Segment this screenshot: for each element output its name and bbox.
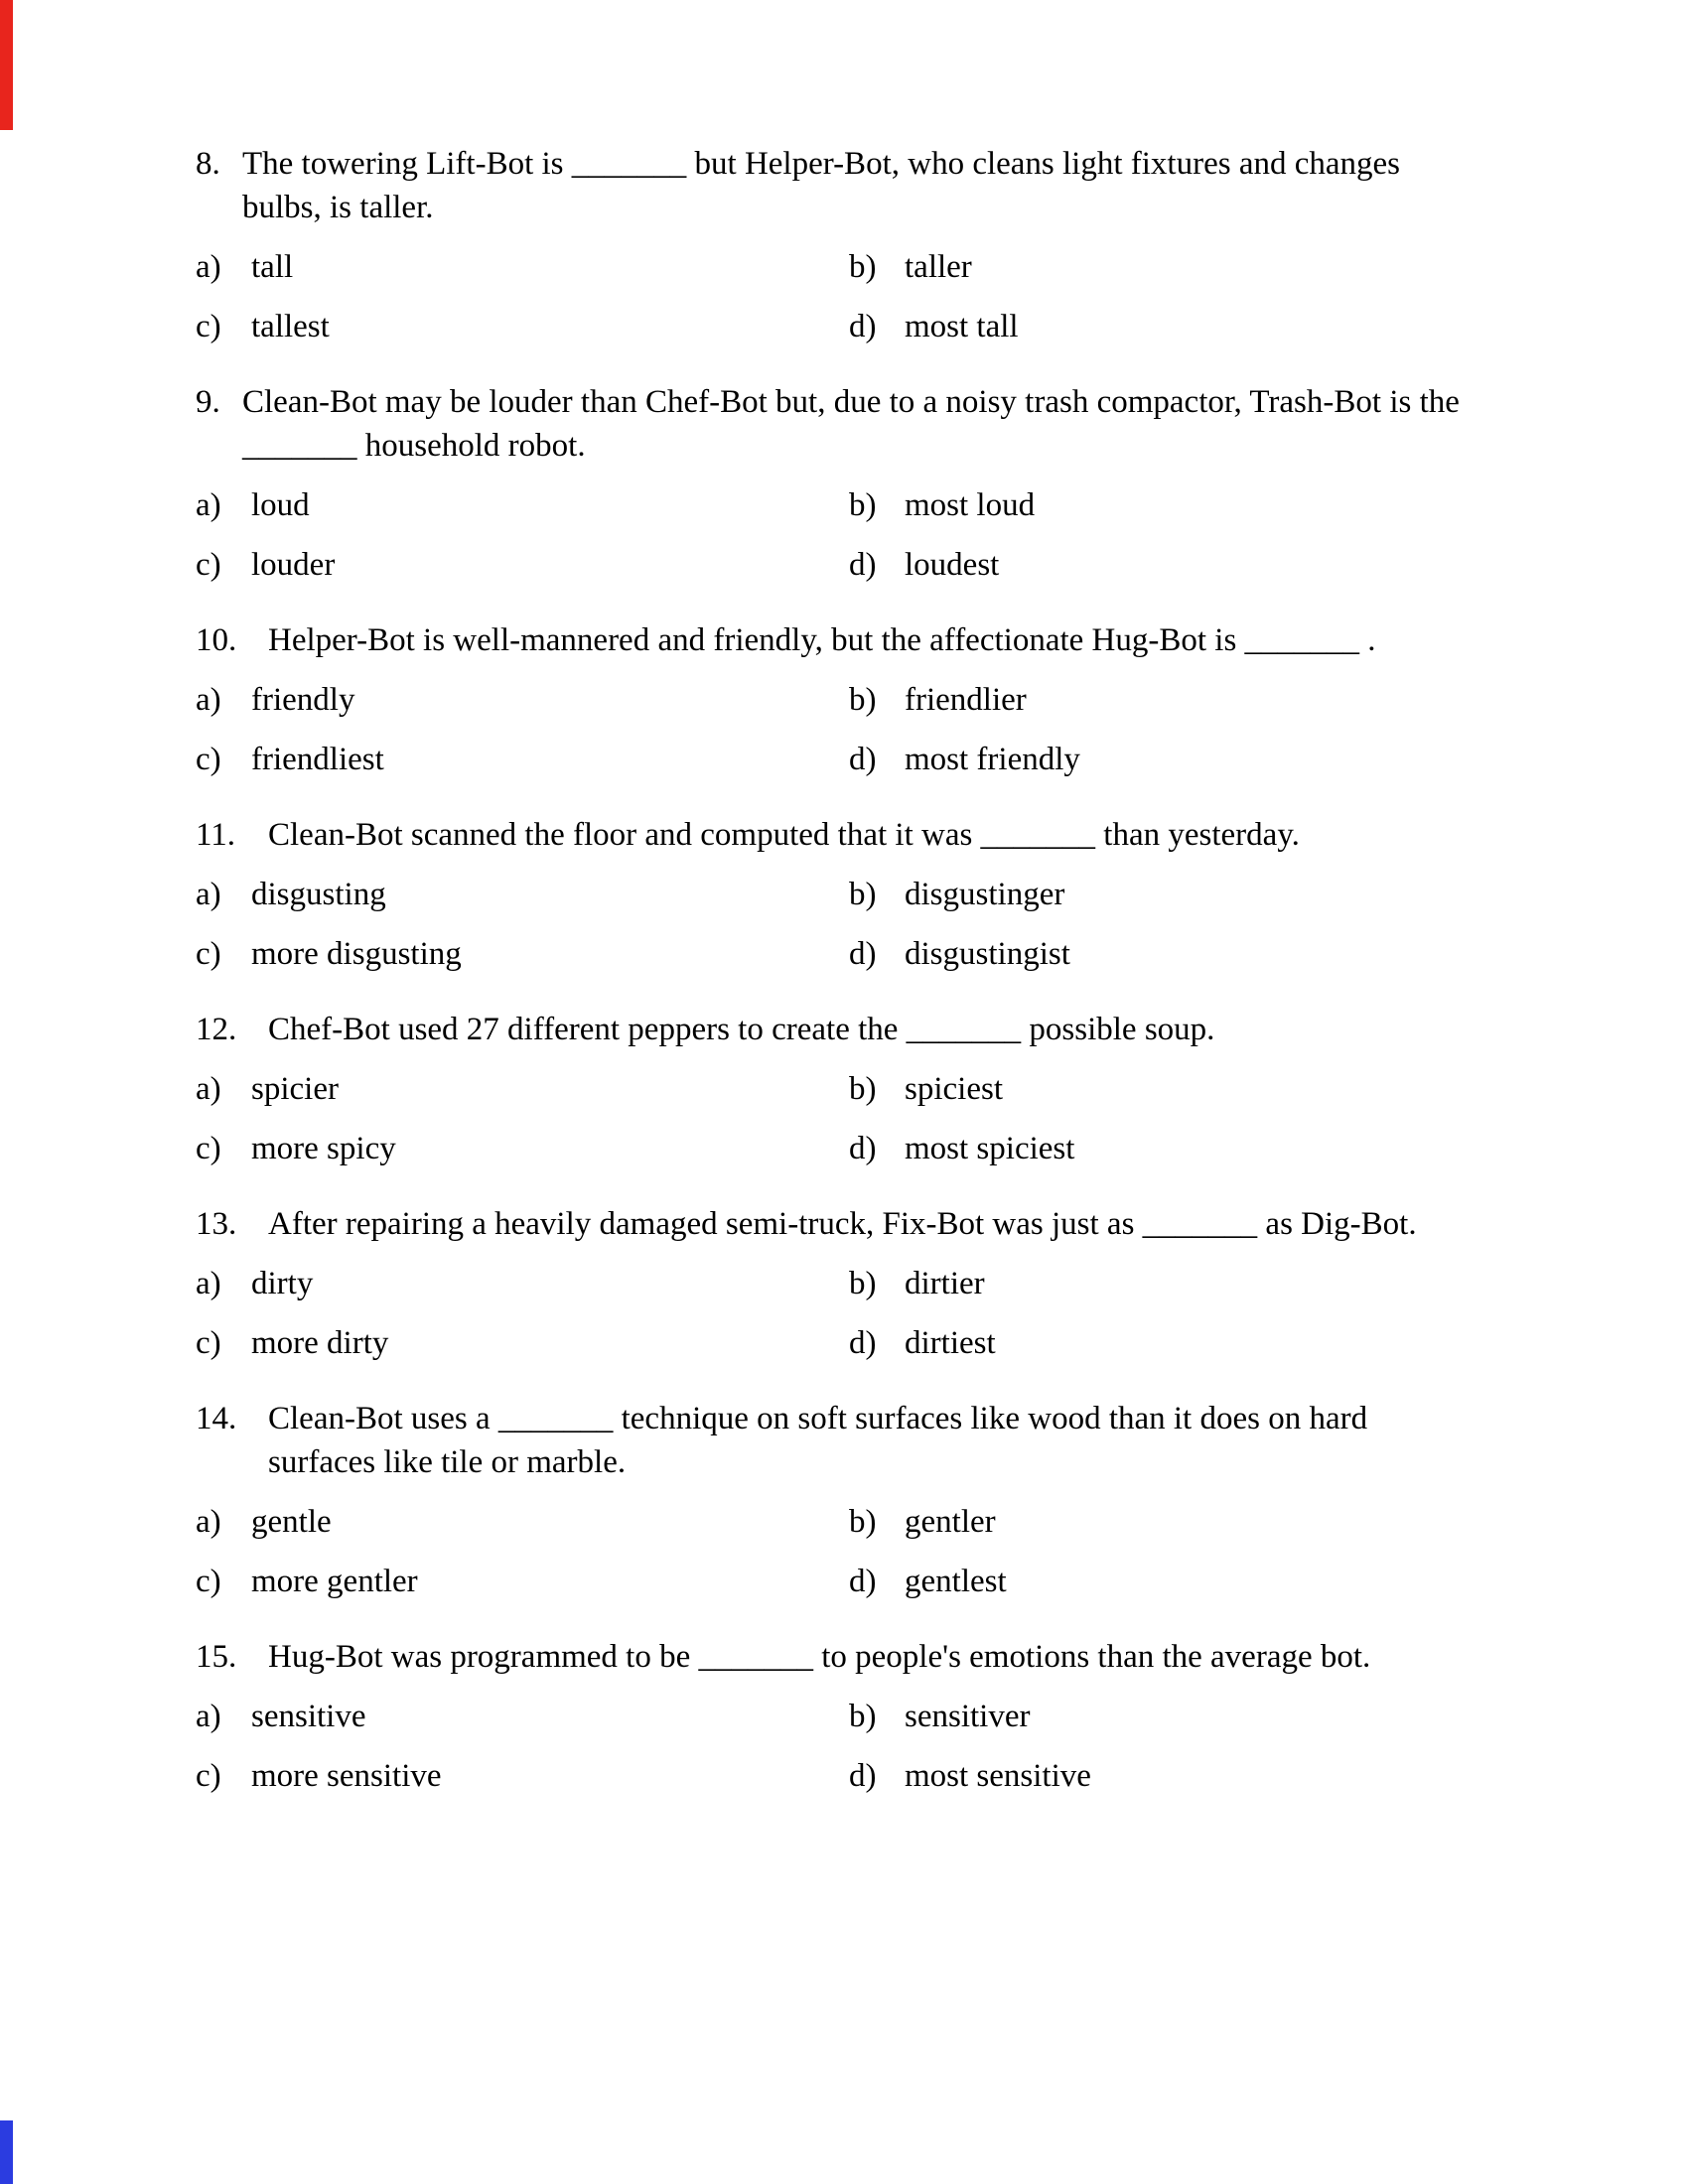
option-text: disgustingist <box>905 936 1070 972</box>
question-number: 15. <box>196 1639 237 1675</box>
question-text: Helper-Bot is well-mannered and friendly, but the affectionate Hug-Bot is _______ . <box>268 622 1376 658</box>
option-letter: b) <box>849 487 877 523</box>
option-text: more dirty <box>251 1325 389 1361</box>
option-a <box>196 873 849 916</box>
option-text: more disgusting <box>251 936 462 972</box>
question-text: Clean-Bot may be louder than Chef-Bot but, due to a noisy trash compactor, Trash-Bot is the <box>242 384 1460 420</box>
option-letter: b) <box>849 682 877 718</box>
option-a <box>196 678 849 722</box>
option-d <box>849 1127 1074 1170</box>
option-text: dirtier <box>905 1266 985 1301</box>
option-text: louder <box>251 547 336 583</box>
question-text: Chef-Bot used 27 different peppers to create the _______ possible soup. <box>268 1012 1215 1047</box>
option-letter: b) <box>849 1071 877 1107</box>
option-text: disgustinger <box>905 877 1065 912</box>
question-block-14 <box>196 1397 1506 1603</box>
question-number: 12. <box>196 1012 237 1047</box>
option-text: disgusting <box>251 877 386 912</box>
option-b <box>849 1067 1003 1111</box>
question-number: 8. <box>196 146 220 182</box>
option-b <box>849 1500 996 1544</box>
option-text: dirty <box>251 1266 314 1301</box>
option-letter: c) <box>196 1131 221 1166</box>
option-letter: b) <box>849 1504 877 1540</box>
option-letter: a) <box>196 1699 221 1734</box>
option-letter: c) <box>196 309 221 344</box>
option-c <box>196 738 849 781</box>
question-number: 10. <box>196 622 237 658</box>
question-block-12 <box>196 1008 1506 1170</box>
option-letter: c) <box>196 936 221 972</box>
option-letter: a) <box>196 1266 221 1301</box>
option-text: loud <box>251 487 310 523</box>
option-text: tall <box>251 249 294 285</box>
option-text: friendliest <box>251 742 384 777</box>
option-d <box>849 1560 1007 1603</box>
option-letter: d) <box>849 742 877 777</box>
question-number: 9. <box>196 384 220 420</box>
option-b <box>849 483 1035 527</box>
question-number: 13. <box>196 1206 237 1242</box>
option-letter: a) <box>196 249 221 285</box>
option-letter: d) <box>849 547 877 583</box>
question-text: Clean-Bot uses a _______ technique on soft surfaces like wood than it does on hard <box>268 1401 1368 1436</box>
option-letter: d) <box>849 1564 877 1599</box>
option-a <box>196 483 849 527</box>
option-letter: a) <box>196 877 221 912</box>
option-c <box>196 543 849 587</box>
option-text: more gentler <box>251 1564 418 1599</box>
option-letter: c) <box>196 1325 221 1361</box>
option-text: friendlier <box>905 682 1027 718</box>
option-a <box>196 1695 849 1738</box>
option-d <box>849 932 1070 976</box>
option-letter: c) <box>196 1758 221 1794</box>
option-text: most friendly <box>905 742 1080 777</box>
option-text: tallest <box>251 309 330 344</box>
option-b <box>849 245 972 289</box>
question-block-15 <box>196 1635 1506 1798</box>
option-text: most tall <box>905 309 1019 344</box>
option-d <box>849 738 1080 781</box>
page-edge-mark-top <box>0 0 13 130</box>
option-b <box>849 1695 1030 1738</box>
option-letter: d) <box>849 1758 877 1794</box>
question-block-9 <box>196 380 1506 587</box>
option-a <box>196 1067 849 1111</box>
option-letter: d) <box>849 1325 877 1361</box>
option-text: loudest <box>905 547 1000 583</box>
option-letter: b) <box>849 249 877 285</box>
option-d <box>849 1321 996 1365</box>
option-letter: b) <box>849 1699 877 1734</box>
option-text: gentle <box>251 1504 332 1540</box>
option-letter: c) <box>196 742 221 777</box>
question-text: After repairing a heavily damaged semi-truck, Fix-Bot was just as _______ as Dig-Bot. <box>268 1206 1417 1242</box>
option-letter: b) <box>849 1266 877 1301</box>
option-letter: b) <box>849 877 877 912</box>
option-c <box>196 1560 849 1603</box>
option-c <box>196 1754 849 1798</box>
option-letter: d) <box>849 309 877 344</box>
option-letter: a) <box>196 487 221 523</box>
worksheet-page <box>196 142 1506 1830</box>
option-c <box>196 932 849 976</box>
question-text-continued: bulbs, is taller. <box>242 190 434 225</box>
option-c <box>196 305 849 348</box>
option-letter: d) <box>849 936 877 972</box>
option-letter: c) <box>196 547 221 583</box>
question-block-8 <box>196 142 1506 348</box>
question-text-continued: surfaces like tile or marble. <box>268 1444 627 1480</box>
question-block-10 <box>196 618 1506 781</box>
option-c <box>196 1127 849 1170</box>
option-letter: a) <box>196 682 221 718</box>
option-letter: a) <box>196 1504 221 1540</box>
option-d <box>849 543 999 587</box>
option-d <box>849 305 1019 348</box>
option-b <box>849 678 1027 722</box>
option-d <box>849 1754 1091 1798</box>
option-letter: c) <box>196 1564 221 1599</box>
option-text: gentler <box>905 1504 996 1540</box>
question-text: Hug-Bot was programmed to be _______ to people's emotions than the average bot. <box>268 1639 1371 1675</box>
option-letter: d) <box>849 1131 877 1166</box>
question-text: Clean-Bot scanned the floor and computed that it was _______ than yesterday. <box>268 817 1300 853</box>
option-text: dirtiest <box>905 1325 996 1361</box>
option-text: sensitive <box>251 1699 366 1734</box>
option-text: more sensitive <box>251 1758 442 1794</box>
option-b <box>849 1262 985 1305</box>
option-text: more spicy <box>251 1131 396 1166</box>
option-text: most sensitive <box>905 1758 1091 1794</box>
option-text: spiciest <box>905 1071 1003 1107</box>
option-text: most spiciest <box>905 1131 1075 1166</box>
option-a <box>196 245 849 289</box>
question-block-11 <box>196 813 1506 976</box>
question-text: The towering Lift-Bot is _______ but Helper-Bot, who cleans light fixtures and changes <box>242 146 1401 182</box>
question-block-13 <box>196 1202 1506 1365</box>
option-text: gentlest <box>905 1564 1007 1599</box>
option-c <box>196 1321 849 1365</box>
option-b <box>849 873 1064 916</box>
option-a <box>196 1262 849 1305</box>
question-text-continued: _______ household robot. <box>242 428 586 464</box>
option-letter: a) <box>196 1071 221 1107</box>
option-a <box>196 1500 849 1544</box>
option-text: sensitiver <box>905 1699 1031 1734</box>
option-text: friendly <box>251 682 355 718</box>
question-number: 14. <box>196 1401 237 1436</box>
option-text: most loud <box>905 487 1036 523</box>
option-text: taller <box>905 249 972 285</box>
option-text: spicier <box>251 1071 339 1107</box>
page-edge-mark-bottom <box>0 2120 13 2184</box>
question-number: 11. <box>196 817 236 853</box>
